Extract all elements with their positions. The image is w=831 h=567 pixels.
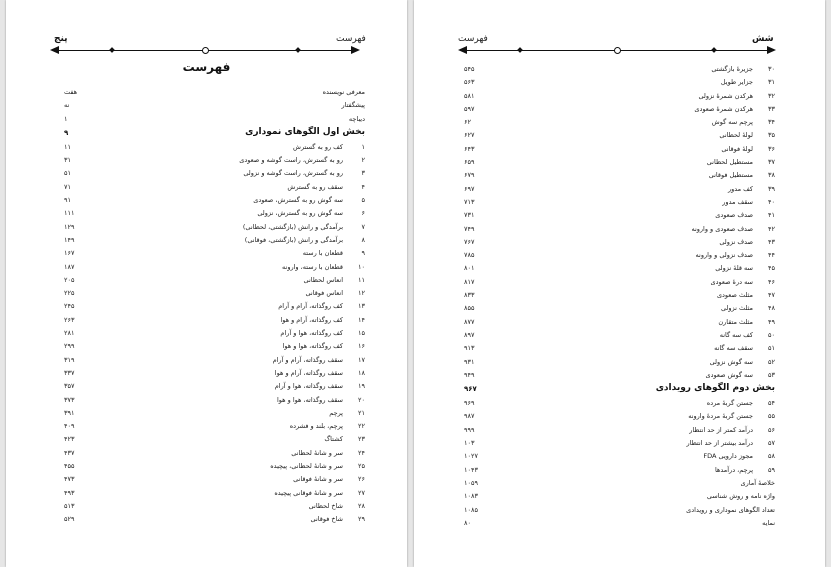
toc-entry-page: ۵۶۳	[464, 78, 475, 87]
toc-entry	[464, 276, 775, 289]
toc-entry	[64, 207, 365, 220]
toc-entry-number: ۱۸	[358, 368, 365, 377]
toc-entry	[64, 487, 365, 500]
toc-entry-page: ۶۲	[464, 118, 471, 127]
toc-entry-page: ۶۲۷	[464, 131, 475, 140]
toc-entry-title: کف روگذاته، هوا و آرام	[280, 329, 343, 338]
toc-section-title: بخش دوم الگوهای رویدادی	[655, 383, 775, 394]
toc-entry-page: ۹۸۷	[464, 412, 475, 421]
toc-entry	[64, 300, 365, 313]
toc-entry-number: ۱	[361, 142, 365, 151]
toc-entry-title: صدف نزولی	[719, 237, 753, 246]
toc-entry-page: ۱۱	[64, 142, 71, 151]
toc-section-title: بخش اول الگوهای نموداری	[245, 126, 365, 137]
toc-entry-number: ۳۹	[768, 184, 775, 193]
toc-entry	[64, 327, 365, 340]
toc-entry-number: ۳۳	[768, 104, 775, 113]
toc-entry-number: ۳۸	[768, 171, 775, 180]
toc-entry-title: کف روگذاته، آرام و هوا	[280, 315, 343, 324]
toc-entry-number: ۱۴	[358, 315, 365, 324]
toc-entry	[64, 99, 365, 112]
toc-entry	[464, 504, 775, 517]
toc-entry-title: معرفی نویسنده	[322, 88, 365, 96]
toc-entry-title: رو به گسترش، راست گوشه و صعودی	[239, 156, 343, 165]
toc-title: فهرست	[182, 60, 231, 74]
toc-entry-title: سه گوش صعودی	[705, 370, 753, 379]
toc-section-heading	[64, 126, 365, 141]
toc-entry	[64, 167, 365, 180]
toc-entry-page: ۲۹۹	[64, 342, 75, 351]
toc-entry	[64, 154, 365, 167]
toc-entry-number: ۱۶	[358, 342, 365, 351]
toc-entry-title: لولهٔ لحظانی	[719, 131, 753, 140]
toc-entry	[64, 394, 365, 407]
toc-entry-number: ۲۵	[358, 462, 365, 471]
toc-entry-title: برآمدگی و رانش (بازگشتی، فوقانی)	[244, 235, 343, 244]
toc-entry-title: مستطیل لحظانی	[706, 158, 753, 167]
toc-entry-title: کف سه گانه	[719, 330, 753, 339]
toc-entry	[64, 274, 365, 287]
toc-entry-title: جزایر طویل	[720, 78, 753, 87]
toc-entry-number: ۹	[361, 249, 365, 258]
toc-entry-title: صدف نزولی و وارونه	[695, 251, 753, 260]
toc-entry-page: ۹۱۳	[464, 344, 475, 353]
toc-entry-page: ۹۶۹	[464, 399, 475, 408]
toc-entry-page: ۵۴۵	[464, 65, 475, 73]
toc-entry-page: ۵۸۱	[464, 91, 475, 100]
toc-entry	[64, 86, 365, 99]
toc-entry	[464, 262, 775, 275]
toc-list-left	[64, 86, 365, 527]
toc-entry-number: ۱۹	[358, 382, 365, 391]
toc-entry-title: سر و شانهٔ فوقانی	[293, 475, 343, 484]
toc-entry-title: قطعان با رسته، وارونه	[282, 262, 343, 271]
toc-entry-number: ۳۶	[768, 144, 775, 153]
toc-entry	[464, 302, 775, 315]
toc-entry-title: کف روگذاته، هوا و هوا	[282, 342, 343, 351]
toc-entry	[464, 369, 775, 382]
running-header-page-label: پنج	[54, 34, 68, 44]
toc-entry-title: درآمد بیشتر از حد انتظار	[686, 439, 753, 448]
toc-entry-number: ۴۲	[768, 224, 775, 233]
toc-entry	[464, 90, 775, 103]
toc-entry-page: ۵۲۹	[64, 515, 75, 524]
toc-entry-number: ۲۲	[358, 422, 365, 431]
toc-entry	[464, 76, 775, 89]
toc-entry-number: ۵۶	[768, 425, 775, 434]
toc-entry-number: ۴۶	[768, 277, 775, 286]
toc-entry-number: ۳۴	[768, 118, 775, 127]
toc-entry	[464, 249, 775, 262]
toc-entry-title: کشتاگ	[324, 435, 343, 444]
toc-entry-page: ۱۰۸۵	[464, 505, 478, 514]
toc-entry-page: هفت	[64, 88, 78, 96]
toc-entry-number: ۲۱	[358, 408, 365, 417]
toc-entry-page: ۱۰۴۳	[464, 465, 478, 474]
toc-entry-number: ۴۵	[768, 264, 775, 273]
toc-entry-page: ۷۶۷	[464, 237, 475, 246]
toc-entry-page: ۱۰۲۷	[464, 452, 478, 461]
toc-entry-number: ۷	[361, 222, 365, 231]
toc-entry	[464, 103, 775, 116]
toc-entry-page: ۱۰۸۳	[464, 492, 478, 501]
toc-entry-page: ۷۱	[64, 182, 71, 191]
toc-entry	[464, 464, 775, 477]
header-ornament-rule	[458, 46, 776, 55]
toc-entry-page: ۸۰	[464, 518, 471, 527]
toc-entry	[64, 247, 365, 260]
toc-entry-number: ۵۴	[768, 399, 775, 408]
toc-entry	[64, 433, 365, 446]
toc-entry-title: سه قلهٔ نزولی	[715, 264, 753, 273]
toc-entry	[464, 196, 775, 209]
toc-entry-title: پرچم، بلند و فشرده	[289, 422, 343, 431]
toc-entry-title: سقف مدور	[722, 197, 753, 206]
toc-entry-number: ۵۳	[768, 370, 775, 379]
toc-list-right	[464, 63, 775, 530]
toc-entry-number: ۳	[361, 169, 365, 178]
toc-entry-title: سه گوش رو به گسترش، صعودی	[253, 196, 343, 205]
toc-entry	[64, 181, 365, 194]
toc-entry-page: ۴۲۳	[64, 435, 75, 444]
toc-entry	[464, 209, 775, 222]
toc-entry-number: ۵۹	[768, 465, 775, 474]
toc-entry-title: انعاس لحظانی	[303, 275, 343, 284]
toc-entry-page: نه	[64, 101, 70, 110]
left-page	[6, 0, 407, 567]
toc-entry-number: ۴۸	[768, 304, 775, 313]
toc-entry-number: ۲۸	[358, 501, 365, 510]
toc-entry-page: ۹۶۷	[464, 385, 477, 394]
toc-entry	[64, 460, 365, 473]
toc-entry	[64, 473, 365, 486]
toc-entry	[64, 261, 365, 274]
toc-entry-page: ۱۸۷	[64, 262, 75, 271]
toc-entry-page: ۱	[64, 114, 68, 123]
toc-entry	[464, 116, 775, 129]
toc-entry-page: ۵۱	[64, 169, 71, 178]
toc-entry-number: ۴۱	[768, 211, 775, 220]
toc-entry-page: ۸۹۷	[464, 330, 475, 339]
toc-entry-title: کف رو به گسترش	[293, 142, 343, 151]
toc-entry	[464, 397, 775, 410]
toc-entry	[64, 314, 365, 327]
toc-entry-page: ۶۵۹	[464, 158, 475, 167]
running-header-title: فهرست	[458, 34, 488, 44]
toc-entry	[464, 156, 775, 169]
running-header-title: فهرست	[336, 34, 366, 44]
toc-entry-page: ۲۶۳	[64, 315, 75, 324]
toc-entry-page: ۸۷۷	[464, 317, 475, 326]
toc-entry-number: ۲۶	[358, 475, 365, 484]
toc-entry-page: ۲۲۵	[64, 289, 75, 298]
toc-entry-page: ۳۱	[64, 156, 71, 165]
toc-entry-number: ۵۰	[768, 330, 775, 339]
toc-entry-page: ۴۹۳	[64, 488, 75, 497]
toc-entry-number: ۲۴	[358, 448, 365, 457]
toc-entry-title: مستطیل فوقانی	[708, 171, 753, 180]
toc-entry-page: ۴۰۹	[64, 422, 75, 431]
toc-entry-title: صدف صعودی	[715, 211, 753, 220]
toc-entry-page: ۹۴۹	[464, 370, 475, 379]
toc-entry-title: سقف روگذاته، آرام و آرام	[272, 355, 343, 364]
toc-entry-title: هرکدن شمرهٔ نزولی	[698, 91, 753, 100]
toc-entry	[464, 517, 775, 530]
toc-entry	[464, 450, 775, 463]
toc-entry-number: ۱۵	[358, 329, 365, 338]
header-ornament-rule	[50, 46, 360, 55]
toc-entry-number: ۲۳	[358, 435, 365, 444]
toc-entry-title: سقف رو به گسترش	[287, 182, 343, 191]
toc-entry-number: ۳۱	[768, 78, 775, 87]
toc-entry-title: سقف روگذاته، هوا و آرام	[274, 382, 343, 391]
toc-entry-title: واژه نامه و روش شناسی	[706, 492, 775, 501]
toc-entry-title: نمایه	[762, 518, 775, 527]
toc-entry-page: ۵۹۷	[464, 104, 475, 113]
toc-entry	[64, 447, 365, 460]
toc-entry-page: ۴۳۷	[64, 448, 75, 457]
toc-entry-page: ۱۰۵۹	[464, 478, 478, 487]
toc-entry-number: ۴۷	[768, 291, 775, 300]
toc-entry	[64, 194, 365, 207]
toc-entry-page: ۸۳۳	[464, 291, 475, 300]
toc-entry	[64, 287, 365, 300]
toc-entry-title: جزیرهٔ بازگشتی	[711, 65, 753, 73]
toc-entry-number: ۶	[361, 209, 365, 218]
toc-entry-page: ۹۹۹	[464, 425, 475, 434]
toc-entry	[64, 513, 365, 526]
toc-entry	[464, 143, 775, 156]
toc-entry-title: کف روگذاته، آرام و آرام	[278, 302, 343, 311]
toc-entry-number: ۵۲	[768, 357, 775, 366]
toc-entry-number: ۲۷	[358, 488, 365, 497]
toc-entry-title: خلاصهٔ آماری	[740, 478, 775, 487]
toc-entry-page: ۳۱۹	[64, 355, 75, 364]
toc-entry-title: پرچم، درآمدها	[714, 465, 753, 474]
toc-entry-number: ۳۲	[768, 91, 775, 100]
toc-entry	[464, 356, 775, 369]
toc-entry	[64, 420, 365, 433]
toc-entry-title: سر و شانهٔ لحظانی، پیچیده	[270, 462, 343, 471]
toc-entry	[64, 500, 365, 513]
toc-entry-page: ۳۷۳	[64, 395, 75, 404]
toc-entry	[64, 367, 365, 380]
toc-entry	[64, 354, 365, 367]
toc-entry-title: پیشگفتار	[341, 101, 365, 110]
toc-entry-title: لولهٔ فوقانی	[721, 144, 753, 153]
toc-entry-number: ۴	[361, 182, 365, 191]
toc-entry-number: ۱۲	[358, 289, 365, 298]
toc-entry-title: سقف روگذاته، آرام و هوا	[274, 368, 343, 377]
toc-entry-page: ۷۱۳	[464, 197, 475, 206]
toc-entry-number: ۱۷	[358, 355, 365, 364]
toc-entry	[464, 437, 775, 450]
toc-entry-number: ۲۹	[358, 515, 365, 524]
toc-entry-number: ۳۷	[768, 158, 775, 167]
toc-entry-page: ۶۹۷	[464, 184, 475, 193]
toc-entry-title: کف مدور	[727, 184, 753, 193]
toc-entry-title: جستن گربهٔ مرده	[706, 399, 753, 408]
toc-entry-page: ۱۶۷	[64, 249, 75, 258]
toc-entry-number: ۵	[361, 196, 365, 205]
toc-entry-title: مثلث صعودی	[716, 291, 753, 300]
toc-entry-page: ۶۷۹	[464, 171, 475, 180]
toc-entry	[464, 424, 775, 437]
toc-entry-number: ۸	[361, 235, 365, 244]
toc-entry-number: ۱۳	[358, 302, 365, 311]
toc-entry-title: انعاس فوقانی	[305, 289, 343, 298]
toc-entry-title: سه درهٔ صعودی	[710, 277, 753, 286]
toc-entry-page: ۴۵۵	[64, 462, 75, 471]
toc-entry-title: مجوز دارویی FDA	[703, 452, 753, 461]
toc-entry	[464, 410, 775, 423]
toc-entry	[464, 329, 775, 342]
toc-entry-page: ۹	[64, 128, 69, 137]
toc-entry	[464, 490, 775, 503]
toc-entry-number: ۵۸	[768, 452, 775, 461]
toc-entry-number: ۴۳	[768, 237, 775, 246]
toc-entry-number: ۳۰	[768, 65, 775, 73]
toc-entry	[464, 316, 775, 329]
toc-entry	[464, 63, 775, 76]
toc-entry-number: ۳۵	[768, 131, 775, 140]
toc-entry-title: سقف سه گانه	[714, 344, 753, 353]
toc-entry-number: ۴۰	[768, 197, 775, 206]
toc-entry	[64, 407, 365, 420]
toc-entry-page: ۷۴۹	[464, 224, 475, 233]
toc-entry-page: ۲۰۵	[64, 275, 75, 284]
toc-entry-title: شاخ لحظانی	[308, 501, 343, 510]
toc-entry-number: ۵۵	[768, 412, 775, 421]
toc-entry-title: رو به گسترش، راست گوشه و نزولی	[243, 169, 343, 178]
running-header-page-label: شش	[752, 34, 774, 44]
toc-entry-page: ۱۱۱	[64, 209, 75, 218]
toc-entry	[64, 221, 365, 234]
toc-entry-page: ۱۰۳	[464, 439, 475, 448]
toc-entry-page: ۷۳۱	[464, 211, 475, 220]
toc-entry-page: ۸۰۱	[464, 264, 475, 273]
toc-entry-title: قطعان با رسته	[302, 249, 343, 258]
toc-entry	[464, 183, 775, 196]
toc-entry-title: سر و شانهٔ فوقانی پیچیده	[274, 488, 343, 497]
toc-entry-title: دیباچه	[348, 114, 365, 123]
toc-section-heading	[464, 382, 775, 397]
toc-entry-number: ۵۱	[768, 344, 775, 353]
toc-entry-number: ۲	[361, 156, 365, 165]
toc-entry-page: ۳۹۱	[64, 408, 75, 417]
toc-entry-title: سقف روگذاته، هوا و هوا	[276, 395, 343, 404]
toc-entry	[64, 141, 365, 154]
toc-entry-page: ۲۸۱	[64, 329, 75, 338]
toc-entry-title: شاخ فوقانی	[310, 515, 343, 524]
toc-entry	[64, 380, 365, 393]
toc-entry-title: مثلث نزولی	[721, 304, 753, 313]
toc-entry-page: ۲۴۵	[64, 302, 75, 311]
toc-entry	[464, 289, 775, 302]
toc-entry-page: ۳۳۷	[64, 368, 75, 377]
toc-entry-page: ۵۱۳	[64, 501, 75, 510]
toc-entry-title: صدف صعودی و وارونه	[691, 224, 753, 233]
toc-entry-number: ۴۴	[768, 251, 775, 260]
toc-entry-page: ۸۵۵	[464, 304, 475, 313]
toc-entry	[64, 234, 365, 247]
toc-entry-page: ۱۴۹	[64, 235, 75, 244]
toc-entry	[464, 223, 775, 236]
toc-entry-page: ۶۴۳	[464, 144, 475, 153]
toc-entry-title: پرچم	[329, 408, 343, 417]
toc-entry-number: ۴۹	[768, 317, 775, 326]
toc-entry-number: ۵۷	[768, 439, 775, 448]
toc-entry-page: ۳۵۷	[64, 382, 75, 391]
toc-entry-page: ۷۸۵	[464, 251, 475, 260]
toc-entry-number: ۱۰	[358, 262, 365, 271]
toc-entry	[464, 129, 775, 142]
toc-entry-page: ۴۷۳	[64, 475, 75, 484]
toc-entry-title: پرچم سه گوش	[711, 118, 753, 127]
toc-entry-title: سه گوش نزولی	[709, 357, 753, 366]
toc-entry	[464, 342, 775, 355]
toc-entry	[64, 113, 365, 126]
toc-entry-page: ۹۳۱	[464, 357, 475, 366]
toc-entry-page: ۱۲۹	[64, 222, 75, 231]
toc-entry-title: تعداد الگوهای نموداری و رویدادی	[686, 505, 775, 514]
toc-entry-title: درآمد کمتر از حد انتظار	[689, 425, 753, 434]
toc-entry	[464, 169, 775, 182]
toc-entry	[464, 236, 775, 249]
toc-entry-title: سر و شانهٔ لحظانی	[291, 448, 343, 457]
toc-entry-number: ۲۰	[358, 395, 365, 404]
toc-entry	[64, 340, 365, 353]
toc-entry-title: مثلث متقارن	[718, 317, 753, 326]
toc-entry-title: برآمدگی و رانش (بازگشتی، لحظانی)	[242, 222, 343, 231]
toc-entry-number: ۱۱	[358, 275, 365, 284]
toc-entry-page: ۸۱۷	[464, 277, 475, 286]
toc-entry	[464, 477, 775, 490]
toc-entry-title: جستن گربهٔ مردهٔ وارونه	[688, 412, 753, 421]
toc-entry-page: ۹۱	[64, 196, 71, 205]
toc-entry-title: هرکدن شمرهٔ صعودی	[694, 104, 753, 113]
right-page	[414, 0, 825, 567]
toc-entry-title: سه گوش رو به گسترش، نزولی	[257, 209, 343, 218]
